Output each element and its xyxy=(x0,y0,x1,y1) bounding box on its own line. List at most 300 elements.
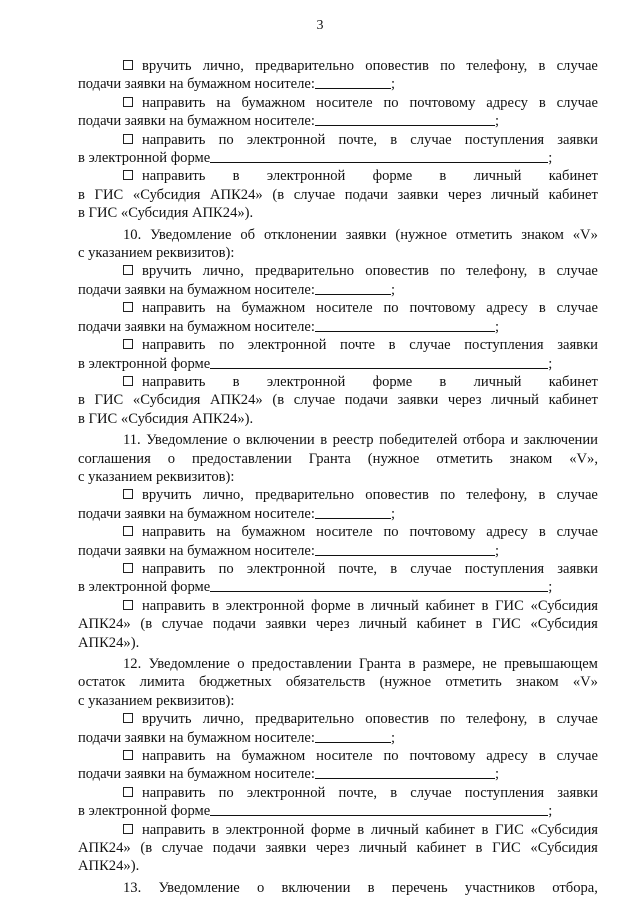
word: 10. xyxy=(123,226,142,243)
word: лично, xyxy=(202,263,244,280)
word: заявки xyxy=(397,392,439,409)
word: кабинет xyxy=(416,840,466,857)
word: электронной xyxy=(225,597,305,614)
word: заявки xyxy=(557,784,598,801)
word: направить xyxy=(123,784,205,802)
checkbox[interactable] xyxy=(123,60,133,70)
word: ГИС xyxy=(94,392,124,409)
word: о xyxy=(257,879,265,896)
word: форме xyxy=(372,168,413,185)
word: в xyxy=(390,560,398,577)
word: в xyxy=(538,711,546,728)
word: об xyxy=(240,226,256,243)
word: направить xyxy=(123,299,205,317)
word: направить xyxy=(123,167,205,185)
option-line xyxy=(78,523,598,541)
word: 13. xyxy=(123,879,142,896)
word: в xyxy=(388,337,396,354)
word: ГИС xyxy=(495,597,524,614)
word: адресу xyxy=(486,300,528,317)
word: в xyxy=(357,597,365,614)
text-line: в электронной форме ; xyxy=(78,803,553,820)
word: через xyxy=(315,840,350,857)
option-line xyxy=(78,57,598,75)
word: (в xyxy=(140,616,153,633)
text-line: подачи заявки на бумажном носителе: ; xyxy=(78,76,396,93)
word: перечень xyxy=(391,879,448,896)
checkbox[interactable] xyxy=(123,339,133,349)
option-line xyxy=(78,299,598,317)
word: случае xyxy=(161,616,204,633)
word: на xyxy=(216,300,231,317)
word: направить xyxy=(123,131,205,149)
word: почте xyxy=(340,337,375,354)
word: в xyxy=(538,300,546,317)
word: случае xyxy=(556,58,598,74)
text-line xyxy=(78,839,598,857)
word: случае xyxy=(556,300,598,317)
word: кабинет xyxy=(548,392,598,409)
word: по xyxy=(440,487,456,504)
word: «Субсидия xyxy=(530,597,598,614)
word: знаком xyxy=(509,450,553,467)
word: в xyxy=(538,487,546,504)
word: ГИС xyxy=(492,840,521,857)
word: в xyxy=(481,821,489,838)
word: адресу xyxy=(486,748,528,765)
word: в xyxy=(232,168,240,185)
word: на xyxy=(216,748,231,765)
word: заявки xyxy=(557,337,598,354)
option-line xyxy=(78,710,598,728)
checkbox[interactable] xyxy=(123,713,133,723)
word: бумажном xyxy=(241,524,306,541)
word: по xyxy=(383,748,399,765)
checkbox[interactable] xyxy=(123,134,133,144)
word: бумажном xyxy=(241,94,306,111)
word: направить xyxy=(123,94,205,112)
fill-in-blank[interactable] xyxy=(315,75,391,89)
word: на xyxy=(216,94,231,111)
word: почтовому xyxy=(409,748,476,765)
text-line: подачи заявки на бумажном носителе: ; xyxy=(78,113,500,130)
option-line xyxy=(78,486,598,504)
word: электронной xyxy=(246,560,326,577)
checkbox[interactable] xyxy=(123,563,133,573)
word: (в xyxy=(140,840,153,857)
word: предварительно xyxy=(255,58,355,74)
word: телефону, xyxy=(466,487,528,504)
word: по xyxy=(440,58,456,74)
fill-in-blank[interactable] xyxy=(315,112,495,126)
word: вручить xyxy=(123,57,191,75)
fill-in-blank[interactable] xyxy=(315,318,495,332)
fill-in-blank[interactable] xyxy=(210,802,548,816)
word: предоставлении xyxy=(251,656,352,672)
text-line xyxy=(78,450,598,468)
word: знаком xyxy=(521,226,564,243)
checkbox[interactable] xyxy=(123,489,133,499)
word: (в xyxy=(272,392,285,409)
text-line: с указанием реквизитов): xyxy=(78,245,235,262)
word: подачи xyxy=(212,840,256,857)
text-line: подачи заявки на бумажном носителе: ; xyxy=(78,766,500,783)
word: «V», xyxy=(569,450,598,467)
text-line: АПК24»). xyxy=(78,858,140,875)
word: подачи xyxy=(344,392,388,409)
word: заявки xyxy=(345,226,387,243)
word: по xyxy=(383,524,399,541)
word: случае xyxy=(556,711,598,728)
word: в xyxy=(232,373,240,390)
word: личный xyxy=(491,392,539,409)
word: телефону, xyxy=(466,263,528,280)
word: носителе xyxy=(316,748,373,765)
word: «Субсидия xyxy=(132,392,201,409)
text-line: в электронной форме ; xyxy=(78,150,553,167)
fill-in-blank[interactable] xyxy=(315,765,495,779)
word: АПК24» xyxy=(209,392,263,409)
word: случае xyxy=(410,784,452,801)
word: форме xyxy=(311,821,351,838)
word: лично, xyxy=(202,711,244,728)
word: оповестив xyxy=(365,58,429,74)
word: в xyxy=(538,263,546,280)
word: кабинет xyxy=(425,821,475,838)
word: направить xyxy=(123,560,205,578)
fill-in-blank[interactable] xyxy=(210,578,548,592)
word: «V» xyxy=(572,226,598,243)
word: поступления xyxy=(464,560,545,577)
word: не xyxy=(482,656,497,672)
checkbox[interactable] xyxy=(123,265,133,275)
word: соглашения xyxy=(78,450,151,467)
word: почте, xyxy=(338,560,378,577)
option-line xyxy=(78,597,598,615)
word: ГИС xyxy=(94,186,124,203)
word: предоставлении xyxy=(191,450,292,467)
option-line xyxy=(78,131,598,149)
word: личный xyxy=(473,373,522,390)
word: включении xyxy=(245,432,315,449)
word: 12. xyxy=(123,656,142,672)
word: телефону, xyxy=(466,58,528,74)
word: направить xyxy=(123,523,205,541)
word: (в xyxy=(272,186,285,203)
option-line xyxy=(78,336,598,354)
word: электронной xyxy=(246,784,326,801)
text-line xyxy=(78,391,598,409)
text-line: в ГИС «Субсидия АПК24»). xyxy=(78,205,254,222)
word: «V» xyxy=(572,674,598,691)
word: случае xyxy=(410,560,452,577)
text-line: в электронной форме ; xyxy=(78,355,553,372)
word: случае xyxy=(410,131,452,148)
fill-in-blank[interactable] xyxy=(315,542,495,556)
document-body xyxy=(78,57,598,897)
checkbox[interactable] xyxy=(123,824,133,834)
word: по xyxy=(218,131,234,148)
word: по xyxy=(440,263,456,280)
word: направить xyxy=(123,747,205,765)
word: (нужное xyxy=(367,450,420,467)
word: «Субсидия xyxy=(530,616,598,633)
word: через xyxy=(447,392,482,409)
text-line: подачи заявки на бумажном носителе: ; xyxy=(78,729,396,746)
word: поступления xyxy=(464,784,545,801)
word: отклонении xyxy=(263,226,337,243)
checkbox[interactable] xyxy=(123,787,133,797)
word: заявки xyxy=(557,131,598,148)
word: лимита xyxy=(139,674,185,691)
word: превышающем xyxy=(504,656,598,672)
word: в xyxy=(212,597,220,614)
word: ГИС xyxy=(492,616,521,633)
word: личный xyxy=(359,840,407,857)
word: направить xyxy=(123,373,205,391)
word: о xyxy=(167,450,176,467)
word: участников xyxy=(464,879,536,896)
word: личный xyxy=(359,616,407,633)
word: остаток xyxy=(78,674,126,691)
word: кабинет xyxy=(548,373,598,390)
word: поступления xyxy=(464,337,544,354)
word: подачи xyxy=(212,616,256,633)
word: кабинет xyxy=(425,597,475,614)
word: заявки xyxy=(557,560,598,577)
word: о xyxy=(233,432,241,449)
option-line xyxy=(78,747,598,765)
word: в xyxy=(439,168,447,185)
word: «Субсидия xyxy=(530,821,598,838)
word: включении xyxy=(281,879,351,896)
fill-in-blank[interactable] xyxy=(315,729,391,743)
word: бумажном xyxy=(241,300,306,317)
word: отметить xyxy=(455,226,513,243)
text-line xyxy=(78,673,598,691)
text-line: подачи заявки на бумажном носителе: ; xyxy=(78,542,500,559)
fill-in-blank[interactable] xyxy=(210,149,548,163)
option-line xyxy=(78,167,598,185)
word: в xyxy=(538,748,546,765)
word: Уведомление xyxy=(150,226,232,243)
word: и xyxy=(510,432,519,449)
checkbox[interactable] xyxy=(123,170,133,180)
word: в xyxy=(408,656,416,672)
word: (нужное xyxy=(379,674,432,691)
text-line: с указанием реквизитов): xyxy=(78,468,235,485)
word: оповестив xyxy=(365,711,429,728)
word: в xyxy=(78,186,85,203)
checkbox[interactable] xyxy=(123,302,133,312)
word: оповестив xyxy=(365,263,429,280)
word: предварительно xyxy=(255,711,355,728)
word: адресу xyxy=(486,94,528,111)
word: случае xyxy=(293,186,336,203)
word: форме xyxy=(372,373,413,390)
word: направить xyxy=(123,597,205,615)
word: случае xyxy=(556,748,598,765)
word: по xyxy=(218,560,234,577)
word: АПК24» xyxy=(209,186,263,203)
word: почте, xyxy=(338,784,378,801)
word: почте, xyxy=(338,131,378,148)
word: в xyxy=(78,392,85,409)
word: через xyxy=(447,186,482,203)
word: заявки xyxy=(265,616,307,633)
word: размере, xyxy=(422,656,476,672)
word: бумажном xyxy=(241,748,306,765)
word: Уведомление xyxy=(158,879,240,896)
word: случае xyxy=(556,263,598,280)
word: в xyxy=(475,616,483,633)
word: вручить xyxy=(123,486,191,504)
word: личный xyxy=(370,597,419,614)
word: победителей xyxy=(379,432,458,449)
text-line: подачи заявки на бумажном носителе: ; xyxy=(78,505,396,522)
word: почтовому xyxy=(409,94,476,111)
option-line xyxy=(78,560,598,578)
word: по xyxy=(218,784,234,801)
word: отбора xyxy=(462,432,505,449)
word: отметить xyxy=(445,674,502,691)
word: личный xyxy=(370,821,419,838)
word: по xyxy=(383,94,399,111)
text-line: с указанием реквизитов): xyxy=(78,692,235,709)
option-line xyxy=(78,373,598,391)
word: носителе xyxy=(316,524,373,541)
word: в xyxy=(538,94,546,111)
word: через xyxy=(315,616,350,633)
section-heading-13 xyxy=(78,879,598,897)
fill-in-blank[interactable] xyxy=(210,355,548,369)
word: заключении xyxy=(523,432,598,449)
word: адресу xyxy=(486,524,528,541)
checkbox[interactable] xyxy=(123,97,133,107)
text-line: подачи заявки на бумажном носителе: ; xyxy=(78,318,500,335)
word: в xyxy=(475,840,483,857)
word: направить xyxy=(123,821,205,839)
word: знаком xyxy=(515,674,559,691)
fill-in-blank[interactable] xyxy=(315,281,391,295)
word: вручить xyxy=(123,262,191,280)
word: направить xyxy=(123,336,205,354)
text-line xyxy=(78,186,598,204)
option-line xyxy=(78,262,598,280)
option-line xyxy=(78,821,598,839)
word: оповестив xyxy=(365,487,429,504)
word: 11. xyxy=(123,432,141,449)
word: АПК24» xyxy=(78,616,131,633)
word: личный xyxy=(473,168,522,185)
word: АПК24» xyxy=(78,840,131,857)
word: отбора, xyxy=(552,879,598,896)
word: о xyxy=(237,656,245,672)
word: реестр xyxy=(332,432,374,449)
word: электронной xyxy=(266,168,346,185)
word: вручить xyxy=(123,710,191,728)
word: электронной xyxy=(246,131,326,148)
word: поступления xyxy=(464,131,545,148)
word: бюджетных xyxy=(198,674,272,691)
section-heading-12 xyxy=(78,655,598,673)
word: случае xyxy=(409,337,451,354)
word: лично, xyxy=(202,487,244,504)
section-heading-10 xyxy=(78,226,598,244)
word: личный xyxy=(491,186,539,203)
checkbox[interactable] xyxy=(123,526,133,536)
word: Уведомление xyxy=(146,432,228,449)
checkbox[interactable] xyxy=(123,376,133,386)
text-line: в ГИС «Субсидия АПК24»). xyxy=(78,410,254,427)
word: в xyxy=(390,784,398,801)
word: в xyxy=(538,58,546,74)
word: Гранта xyxy=(308,450,351,467)
word: телефону, xyxy=(466,711,528,728)
word: форме xyxy=(311,597,351,614)
word: носителе xyxy=(316,300,373,317)
word: случае xyxy=(556,487,598,504)
word: почтовому xyxy=(409,524,476,541)
word: Гранта xyxy=(359,656,402,672)
word: заявки xyxy=(397,186,439,203)
word: заявки xyxy=(265,840,307,857)
word: в xyxy=(538,524,546,541)
word: в xyxy=(320,432,328,449)
word: по xyxy=(219,337,235,354)
word: кабинет xyxy=(548,186,598,203)
word: предварительно xyxy=(255,263,355,280)
word: «Субсидия xyxy=(530,840,598,857)
word: обязательств xyxy=(285,674,366,691)
word: ГИС xyxy=(495,821,524,838)
word: подачи xyxy=(344,186,388,203)
word: в xyxy=(212,821,220,838)
word: почтовому xyxy=(409,300,476,317)
checkbox[interactable] xyxy=(123,750,133,760)
word: носителе xyxy=(316,94,373,111)
word: в xyxy=(367,879,375,896)
word: в xyxy=(439,373,447,390)
word: на xyxy=(216,524,231,541)
text-line xyxy=(78,615,598,633)
word: по xyxy=(440,711,456,728)
text-line: в электронной форме ; xyxy=(78,579,553,596)
word: предварительно xyxy=(255,487,355,504)
fill-in-blank[interactable] xyxy=(315,505,391,519)
word: в xyxy=(390,131,398,148)
word: случае xyxy=(293,392,336,409)
word: отметить xyxy=(436,450,493,467)
text-line: подачи заявки на бумажном носителе: ; xyxy=(78,281,396,298)
section-heading-11 xyxy=(78,431,598,449)
word: кабинет xyxy=(548,168,598,185)
word: случае xyxy=(556,524,598,541)
word: электронной xyxy=(247,337,327,354)
word: кабинет xyxy=(416,616,466,633)
word: по xyxy=(383,300,399,317)
word: Уведомление xyxy=(148,656,230,672)
option-line xyxy=(78,94,598,112)
option-line xyxy=(78,784,598,802)
checkbox[interactable] xyxy=(123,600,133,610)
word: (нужное xyxy=(395,226,447,243)
word: случае xyxy=(556,94,598,111)
text-line: АПК24»). xyxy=(78,634,140,651)
word: электронной xyxy=(225,821,305,838)
page-number: 3 xyxy=(316,18,324,33)
word: электронной xyxy=(266,373,346,390)
